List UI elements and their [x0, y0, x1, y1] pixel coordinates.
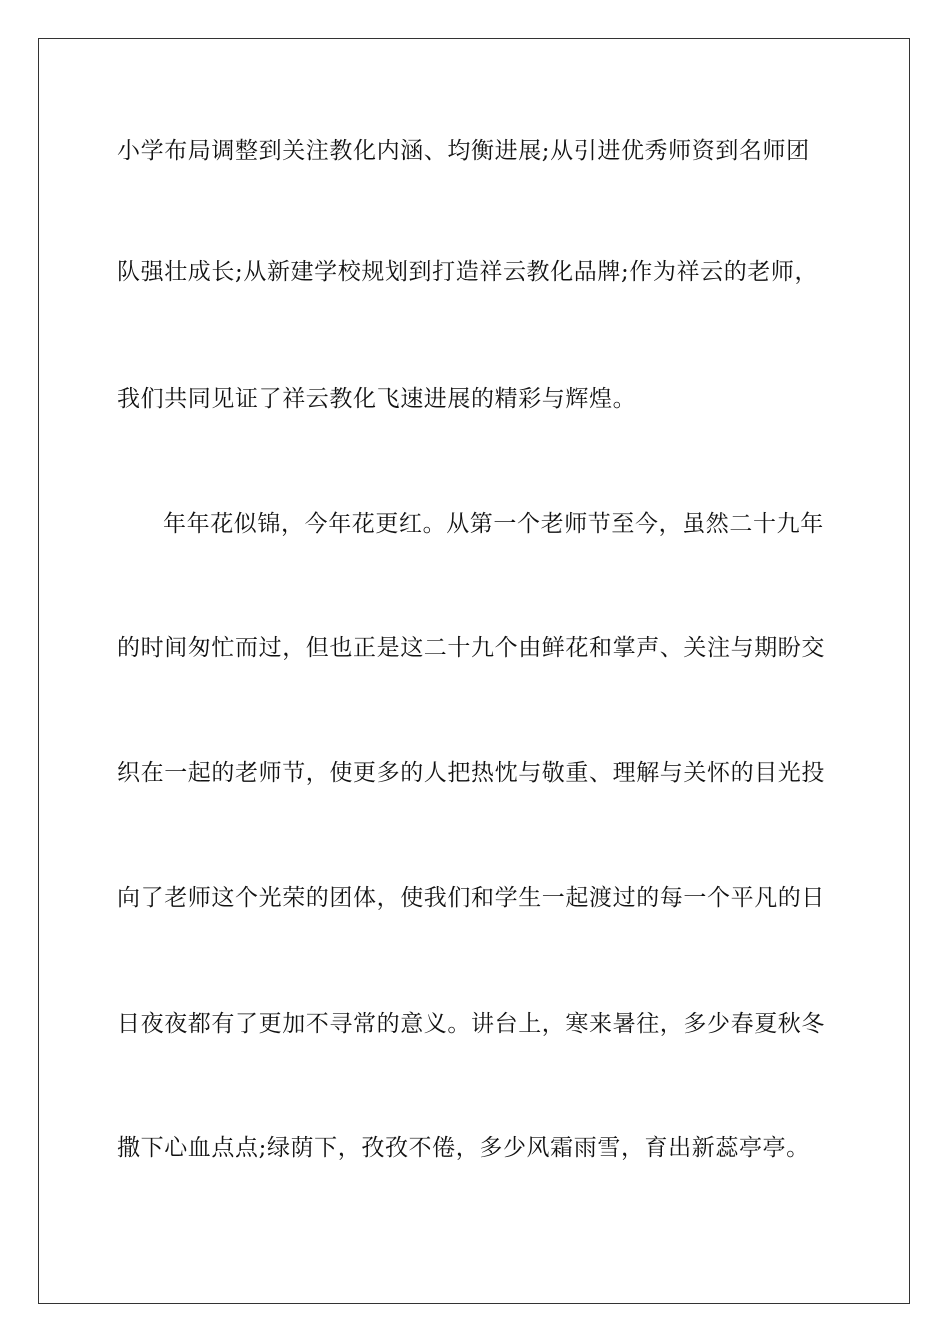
paragraph-first-line: 年年花似锦，今年花更红。从第一个老师节至今，虽然二十九年: [163, 511, 824, 537]
page-border: [38, 38, 910, 1304]
text-line: 撒下心血点点;绿荫下，孜孜不倦，多少风霜雨雪，育出新蕊亭亭。: [117, 1135, 810, 1161]
text-line: 向了老师这个光荣的团体，使我们和学生一起渡过的每一个平凡的日: [117, 885, 825, 911]
text-line: 织在一起的老师节，使更多的人把热忱与敬重、理解与关怀的目光投: [117, 760, 825, 786]
text-line: 我们共同见证了祥云教化飞速进展的精彩与辉煌。: [117, 386, 637, 412]
text-line: 队强壮成长;从新建学校规划到打造祥云教化品牌;作为祥云的老师，: [117, 259, 819, 285]
text-line: 日夜夜都有了更加不寻常的意义。讲台上，寒来暑往，多少春夏秋冬: [117, 1011, 825, 1037]
text-line: 小学布局调整到关注教化内涵、均衡进展;从引进优秀师资到名师团: [117, 138, 810, 164]
text-line: 的时间匆忙而过，但也正是这二十九个由鲜花和掌声、关注与期盼交: [117, 635, 825, 661]
